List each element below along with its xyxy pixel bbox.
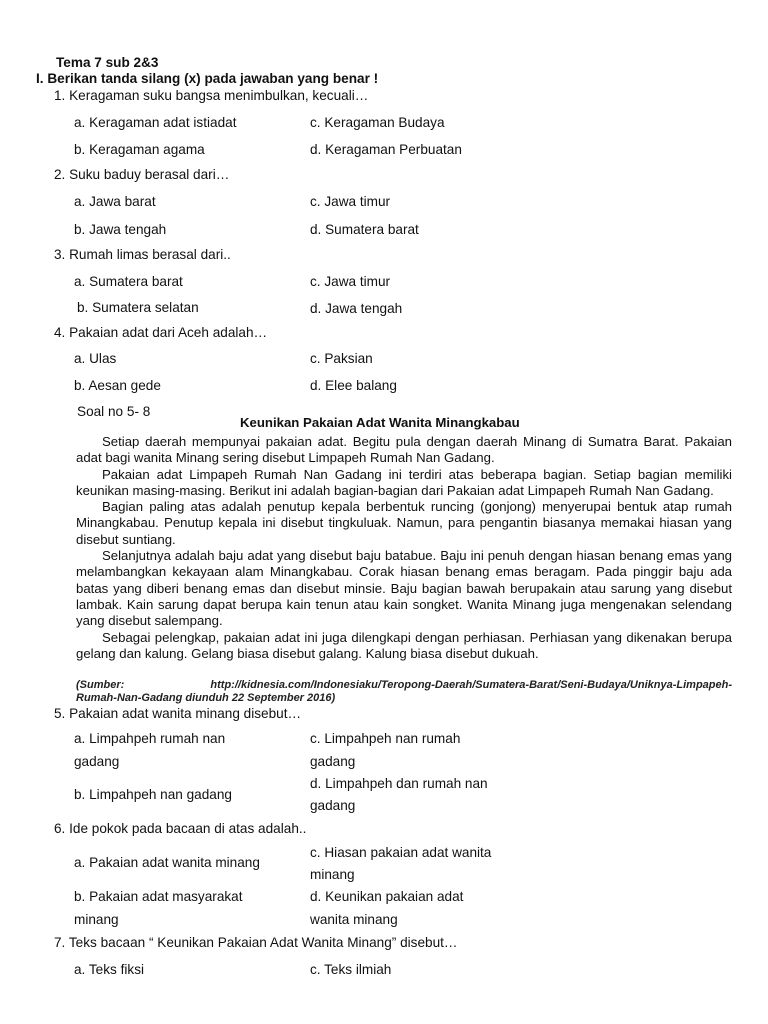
- reading-passage: [76, 434, 732, 662]
- question-1-option-b[interactable]: b. Keragaman agama: [74, 142, 205, 157]
- question-6-option-b[interactable]: b. Pakaian adat masyarakat: [74, 889, 243, 904]
- section-instruction: I. Berikan tanda silang (x) pada jawaban yang benar !: [36, 71, 379, 86]
- question-5-option-b[interactable]: b. Limpahpeh nan gadang: [74, 787, 232, 802]
- question-6: 6. Ide pokok pada bacaan di atas adalah..: [54, 821, 307, 836]
- question-5-option-c[interactable]: c. Limpahpeh nan rumah: [310, 731, 461, 746]
- question-4-option-b[interactable]: b. Aesan gede: [74, 378, 161, 393]
- passage-paragraph-2: Pakaian adat Limpapeh Rumah Nan Gadang ini terdiri atas beberapa bagian. Setiap bagian memiliki keunikan masing-masing. Berikut ini adalah bagian-bagian dari Pakaian adat Limpapeh Rumah Nan Gadang.: [76, 466, 732, 498]
- passage-paragraph-1: Setiap daerah mempunyai pakaian adat. Begitu pula dengan daerah Minang di Sumatra Barat. Pakaian adat bagi wanita Minang sering disebut Limpapeh Rumah Nan Gadang.: [76, 434, 732, 466]
- question-6-option-c-cont: minang: [310, 867, 355, 882]
- worksheet-title: Tema 7 sub 2&3: [56, 55, 159, 70]
- question-7: 7. Teks bacaan “ Keunikan Pakaian Adat Wanita Minang” disebut…: [54, 935, 458, 950]
- passage-paragraph-3: Bagian paling atas adalah penutup kepala berbentuk runcing (gonjong) menyerupai bentuk atap rumah Minangkabau. Penutup kepala ini disebut tingkuluak. Namun, para pengantin biasanya memakai hiasan yang disebut suntiang.: [76, 499, 732, 547]
- source-label: (Sumber:: [76, 679, 125, 691]
- question-3-option-d[interactable]: d. Jawa tengah: [310, 301, 403, 316]
- question-1: 1. Keragaman suku bangsa menimbulkan, kecuali…: [54, 88, 369, 103]
- reading-label: Soal no 5- 8: [77, 404, 151, 419]
- source-url: http://kidnesia.com/Indonesiaku/Teropong-Daerah/Sumatera-Barat/Seni-Budaya/Uniknya-Limpapeh-: [210, 679, 732, 691]
- question-2-option-d[interactable]: d. Sumatera barat: [310, 222, 419, 237]
- question-5: 5. Pakaian adat wanita minang disebut…: [54, 706, 302, 721]
- question-2: 2. Suku baduy berasal dari…: [54, 167, 230, 182]
- passage-paragraph-5: Sebagai pelengkap, pakaian adat ini juga dilengkapi dengan perhiasan. Perhiasan yang dikenakan berupa gelang dan kalung. Gelang biasa disebut galang. Kalung biasa disebut dukuah.: [76, 629, 732, 661]
- question-2-option-b[interactable]: b. Jawa tengah: [74, 222, 167, 237]
- question-3-option-b[interactable]: b. Sumatera selatan: [77, 300, 199, 315]
- source-citation: [76, 679, 732, 704]
- question-5-option-c-cont: gadang: [310, 754, 356, 769]
- question-2-option-c[interactable]: c. Jawa timur: [310, 194, 391, 209]
- question-5-option-a-cont: gadang: [74, 754, 120, 769]
- question-3: 3. Rumah limas berasal dari..: [54, 247, 231, 262]
- question-6-option-c[interactable]: c. Hiasan pakaian adat wanita: [310, 845, 492, 860]
- reading-title: Keunikan Pakaian Adat Wanita Minangkabau: [240, 415, 520, 430]
- question-4-option-d[interactable]: d. Elee balang: [310, 378, 397, 393]
- passage-paragraph-4: Selanjutnya adalah baju adat yang disebut baju batabue. Baju ini penuh dengan hiasan benang emas yang melambangkan kekayaan alam Minangkabau. Corak hiasan benang emas beragam. Pada pinggir baju ada batas yang diberi benang emas dan disebut minsie. Baju bagian bawah berupakain atau sarung yang disebut lambak. Kain sarung dapat berupa kain tenun atau kain songket. Wanita Minang juga mengenakan selendang yang disebut salempang.: [76, 548, 732, 629]
- question-6-option-b-cont: minang: [74, 912, 119, 927]
- question-5-option-d[interactable]: d. Limpahpeh dan rumah nan: [310, 776, 488, 791]
- question-3-option-a[interactable]: a. Sumatera barat: [74, 274, 183, 289]
- question-7-option-a[interactable]: a. Teks fiksi: [74, 962, 145, 977]
- question-1-option-c[interactable]: c. Keragaman Budaya: [310, 115, 445, 130]
- question-5-option-d-cont: gadang: [310, 798, 356, 813]
- question-4-option-a[interactable]: a. Ulas: [74, 351, 117, 366]
- question-1-option-d[interactable]: d. Keragaman Perbuatan: [310, 142, 462, 157]
- question-4: 4. Pakaian adat dari Aceh adalah…: [54, 325, 268, 340]
- question-2-option-a[interactable]: a. Jawa barat: [74, 194, 156, 209]
- question-6-option-a[interactable]: a. Pakaian adat wanita minang: [74, 855, 260, 870]
- question-6-option-d[interactable]: d. Keunikan pakaian adat: [310, 889, 464, 904]
- question-4-option-c[interactable]: c. Paksian: [310, 351, 373, 366]
- question-6-option-d-cont: wanita minang: [310, 912, 398, 927]
- source-date: Rumah-Nan-Gadang diunduh 22 September 2016): [76, 691, 336, 704]
- question-1-option-a[interactable]: a. Keragaman adat istiadat: [74, 115, 237, 130]
- question-7-option-c[interactable]: c. Teks ilmiah: [310, 962, 392, 977]
- question-3-option-c[interactable]: c. Jawa timur: [310, 274, 391, 289]
- question-5-option-a[interactable]: a. Limpahpeh rumah nan: [74, 731, 226, 746]
